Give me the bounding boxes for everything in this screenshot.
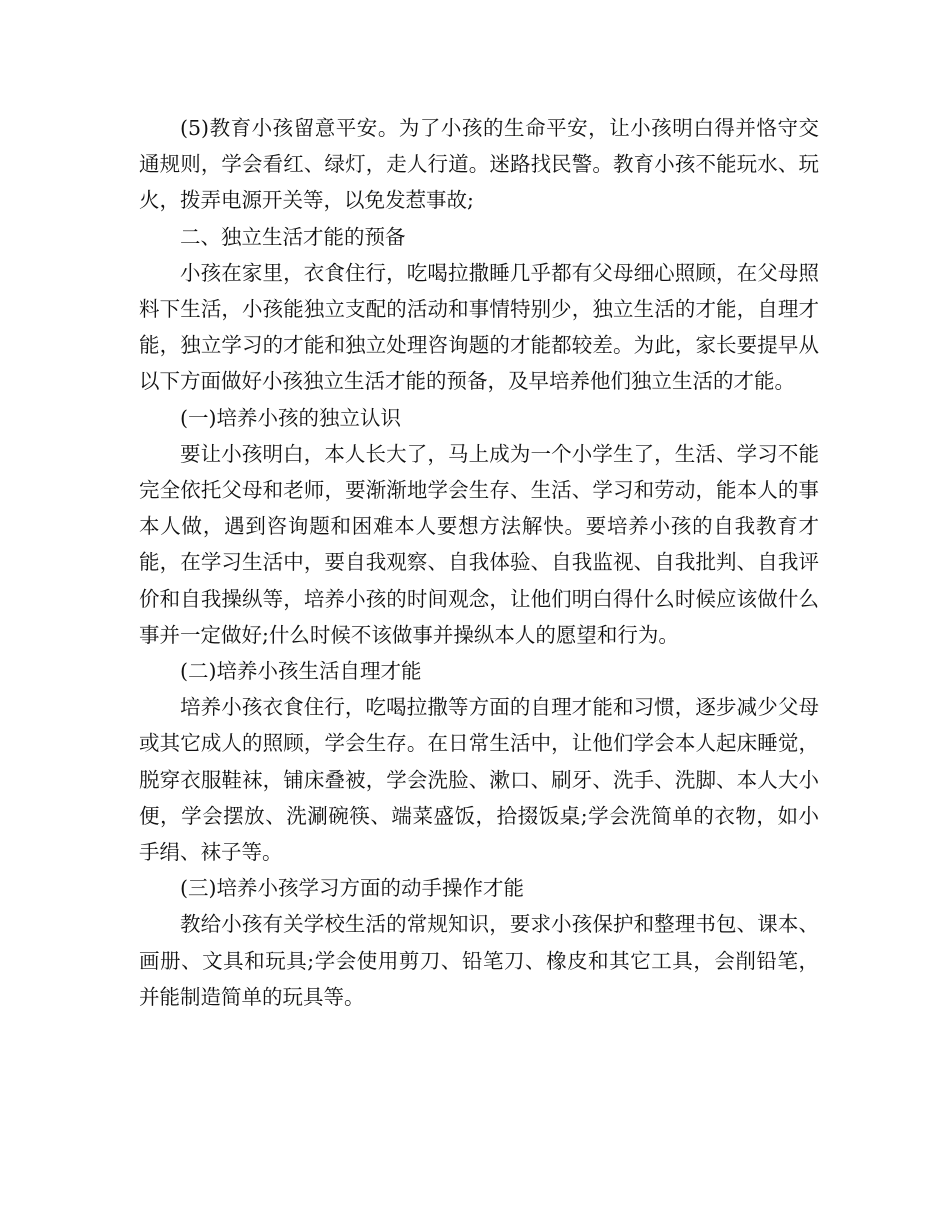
- paragraph-independent-living-intro: 小孩在家里，衣食住行，吃喝拉撒睡几乎都有父母细心照顾，在父母照料下生活，小孩能独立支配的活动和事情特别少，独立生活的才能，自理才能，独立学习的才能和独立处理咨询题的才能都较差。为此，家长要提早从以下方面做好小孩独立生活才能的预备，及早培养他们独立生活的才能。: [139, 260, 819, 394]
- paragraph-self-care: 培养小孩衣食住行，吃喝拉撒等方面的自理才能和习惯，逐步减少父母或其它成人的照顾，学会生存。在日常生活中，让他们学会本人起床睡觉，脱穿衣服鞋袜，铺床叠被，学会洗脸、漱口、刷牙、洗手、洗脚、本人大小便，学会摆放、洗涮碗筷、端菜盛饭，拾掇饭桌;学会洗简单的衣物，如小手绢、袜子等。: [139, 695, 819, 865]
- subheading-hands-on-skills: (三)培养小孩学习方面的动手操作才能: [180, 876, 524, 901]
- subheading-self-care: (二)培养小孩生活自理才能: [180, 659, 422, 684]
- section-heading-independent-living: 二、独立生活才能的预备: [180, 224, 406, 249]
- paragraph-independence-awareness: 要让小孩明白，本人长大了，马上成为一个小学生了，生活、学习不能完全依托父母和老师，要渐渐地学会生存、生活、学习和劳动，能本人的事本人做，遇到咨询题和困难本人要想方法解快。要培养小孩的自我教育才能，在学习生活中，要自我观察、自我体验、自我监视、自我批判、自我评价和自我操纵等，培养小孩的时间观念，让他们明白得什么时候应该做什么事并一定做好;什么时候不该做事并操纵本人的愿望和行为。: [139, 441, 819, 647]
- subheading-independence-awareness: (一)培养小孩的独立认识: [180, 405, 401, 430]
- paragraph-hands-on-skills: 教给小孩有关学校生活的常规知识，要求小孩保护和整理书包、课本、画册、文具和玩具;学会使用剪刀、铅笔刀、橡皮和其它工具，会削铅笔，并能制造简单的玩具等。: [139, 912, 819, 1009]
- document-page: [139, 110, 819, 1015]
- paragraph-safety-education: (5)教育小孩留意平安。为了小孩的生命平安，让小孩明白得并恪守交通规则，学会看红、绿灯，走人行道。迷路找民警。教育小孩不能玩水、玩火，拨弄电源开关等，以免发惹事故;: [139, 116, 819, 213]
